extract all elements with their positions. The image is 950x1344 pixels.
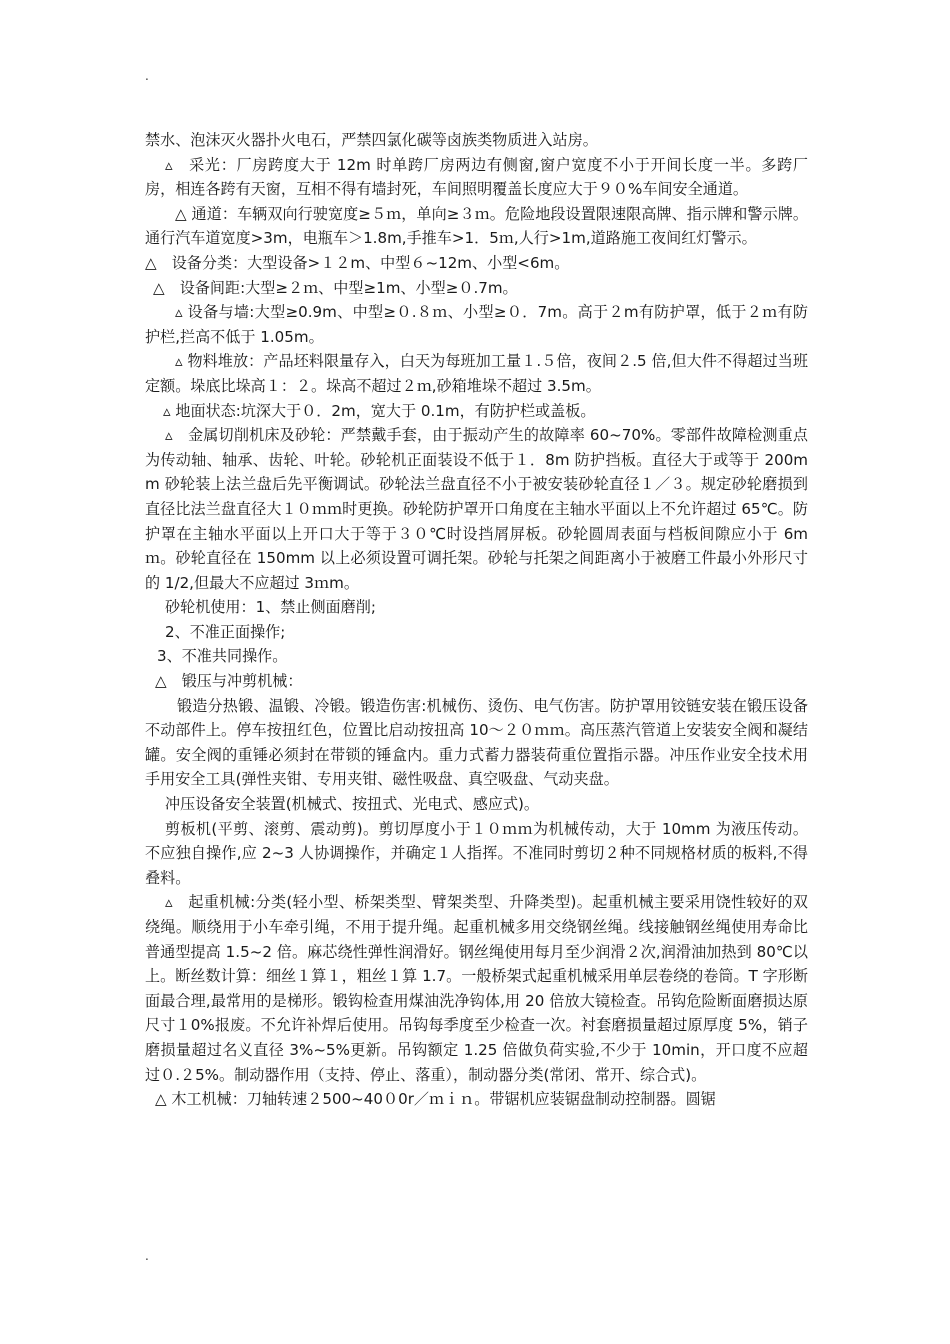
paragraph-shearing: 剪板机(平剪、滚剪、震动剪)。剪切厚度小于１０ｍｍ为机械传动，大于 10mm 为液压传动。不应独自操作,应 2~3 人协调操作，并确定１人指挥。不准同时剪切２种不同规格材质的板料,不得叠料。 xyxy=(145,819,808,887)
paragraph-grinder-use-3: 3、不准共同操作。 xyxy=(157,647,288,666)
paragraph-stamping-safety: 冲压设备安全装置(机械式、按扭式、光电式、感应式)。 xyxy=(165,795,540,814)
paragraph-woodworking: △ 木工机械：刀轴转速２500~40０0r／ｍｉｎ。带锯机应装锯盘制动控制器。圆锯 xyxy=(155,1090,716,1109)
paragraph-fire-extinguishing: 禁水、泡沫灭火器扑火电石，严禁四氯化碳等卤族类物质进入站房。 xyxy=(145,131,598,149)
document-body xyxy=(145,128,808,1112)
paragraph-forging-heading: △ 锻压与冲剪机械： xyxy=(155,672,303,691)
paragraph-equipment-spacing: △ 设备间距:大型≥２ｍ、中型≥1m、小型≥０.7m。 xyxy=(153,278,518,297)
paragraph-grinder-use-2: 2、不准正面操作; xyxy=(165,622,286,641)
paragraph-equipment-wall: ▵ 设备与墙:大型≥0.9m、中型≥０.８ｍ、小型≥０．7m。高于２m有防护罩，低于２ｍ有防护栏,拦高不低于 1.05m。 xyxy=(145,303,808,346)
paragraph-equipment-classification: △ 设备分类：大型设备>１２m、中型６~12m、小型<6m。 xyxy=(145,253,570,272)
paragraph-material-stacking: ▵ 物料堆放：产品坯料限量存入，白天为每班加工量１.５倍，夜间２.5 倍,但大件不得超过当班定额。垛底比垛高１：２。垛高不超过２ｍ,砂箱堆垛不超过 3.5m。 xyxy=(145,352,808,395)
paragraph-forging: 锻造分热锻、温锻、冷锻。锻造伤害:机械伤、烫伤、电气伤害。防护罩用铰链安装在锻压设备不动部件上。停车按扭红色，位置比启动按扭高 10～２０ｍｍ。高压蒸汽管道上安装安全阀和凝结罐。安全阀的重锤必须封在带锁的锤盒内。重力式蓄力器装荷重位置指示器。冲压作业安全技术用手用安全工具(弹性夹钳、专用夹钳、磁性吸盘、真空吸盘、气动夹盘。 xyxy=(145,696,808,789)
header-mark: . xyxy=(145,69,149,83)
paragraph-ground-condition: ▵ 地面状态:坑深大于０．2m，宽大于 0.1m，有防护栏或盖板。 xyxy=(163,401,596,420)
paragraph-passage: △ 通道：车辆双向行驶宽度≥５ｍ，单向≥３ｍ。危险地段设置限速限高牌、指示牌和警示牌。通行汽车道宽度>3m，电瓶车＞1.8m,手推车>1．5ｍ,人行>1m,道路施工夜间红灯警示。 xyxy=(145,204,808,248)
paragraph-lifting-machinery: ▵ 起重机械:分类(轻小型、桥架类型、臂架类型、升降类型)。起重机械主要采用饶性较好的双绕绳。顺绕用于小车牵引绳，不用于提升绳。起重机械多用交绕钢丝绳。线接触钢丝绳使用寿命比普通型提高 1.5~2 倍。麻芯绕性弹性润滑好。钢丝绳使用每月至少润滑２次,润滑油加热到 80℃以上。断丝数计算：细丝１算１，粗丝１算 1.7。一般桥架式起重机械采用单层卷绕的卷筒。T 字形断面最合理,最常用的是梯形。锻钩检查用煤油洗净钩体,用 20 倍放大镜检查。吊钩危险断面磨损达原尺寸１0%报废。不允许补焊后使用。吊钩每季度至少检查一次。衬套磨损量超过原厚度 5%，销子磨损量超过名义直径 3%~5%更新。吊钩额定 1.25 倍做负荷实验,不少于 10min，开口度不应超过０.２5%。制动器作用（支持、停止、落重），制动器分类(常闭、常开、综合式)。 xyxy=(145,893,808,1084)
paragraph-metal-cutting: ▵ 金属切削机床及砂轮：严禁戴手套，由于振动产生的故障率 60~70%。零部件故障检测重点为传动轴、轴承、齿轮、叶轮。砂轮机正面装设不低于１．8m 防护挡板。直径大于或等于 200mm 砂轮装上法兰盘后先平衡调试。砂轮法兰盘直径不小于被安装砂轮直径１／３。规定砂轮磨损到直径比法兰盘直径大１０ｍｍ时更换。砂轮防护罩开口角度在主轴水平面以上不允许超过 65℃。防护罩在主轴水平面以上开口大于等于３０℃时设挡屑屏板。砂轮圆周表面与档板间隙应小于 6mｍ。砂轮直径在 150mm 以上必须设置可调托架。砂轮与托架之间距离小于被磨工件最小外形尺寸的 1/2,但最大不应超过 3ｍm。 xyxy=(145,426,808,592)
paragraph-grinder-use-1: 砂轮机使用：1、禁止侧面磨削; xyxy=(165,598,376,617)
footer-mark: . xyxy=(145,1249,149,1263)
paragraph-lighting: ▵ 采光：厂房跨度大于 12m 时单跨厂房两边有侧窗,窗户宽度不小于开间长度一半。多跨厂房，相连各跨有天窗，互相不得有墙封死，车间照明覆盖长度应大于９０%车间安全通道。 xyxy=(145,155,808,199)
